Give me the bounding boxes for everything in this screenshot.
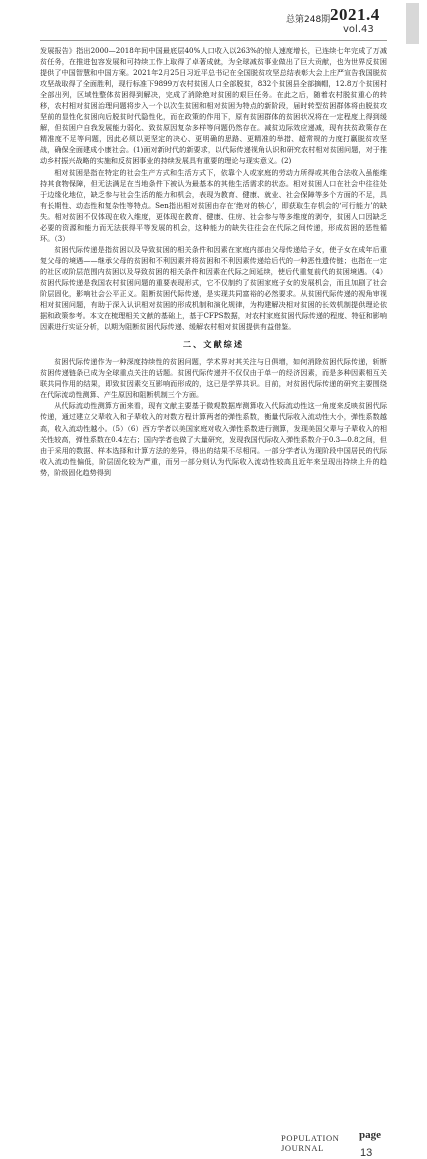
paragraph: 贫困代际传递作为一种深度持续性的贫困问题，学术界对其关注与日俱增，如何消除贫困代际传递，斩断贫困传递链条已成为全球重点关注的话题。贫困代际传递并不仅仅由于单一的经济因素，而是多种因素相互关联共同作用的结果，即致贫因素交互影响而形成的，这已是学界共识。目前，对贫困代际传递的研究主要围绕在代际流动性测算、产生原因和阻断机制三个方面。 xyxy=(40,357,387,400)
page-header xyxy=(0,0,427,42)
page-label: page xyxy=(359,1129,381,1141)
article-body xyxy=(40,45,387,478)
page-number: 13 xyxy=(360,1147,373,1159)
paragraph: 贫困代际传递是指贫困以及导致贫困的相关条件和因素在家庭内部由父母传递给子女，使子女在成年后重复父母的境遇——继承父母的贫困和不利因素并将贫困和不利因素传递给后代的一种恶性遗传链；也指在一定的社区或阶层范围内贫困以及导致贫困的相关条件和因素在代际之间延续，使后代重复前代的贫困境遇。（4）贫困代际传递是我国农村贫困问题的重要表现形式，它不仅制约了贫困家庭子女的发展机会，而且加剧了社会阶层固化，影响社会公平正义。阻断贫困代际传递，是实现共同富裕的必然要求。从贫困代际传递的视角审视相对贫困问题，有助于深入认识相对贫困的形成机制和演化规律，为构建解决相对贫困的长效机制提供理论依据和政策参考。本文在梳理相关文献的基础上，基于CFPS数据，对农村家庭贫困代际传递的程度、特征和影响因素进行实证分析，以期为阻断贫困代际传递、缓解农村相对贫困提供有益借鉴。 xyxy=(40,244,387,332)
paragraph: 相对贫困是指在特定的社会生产方式和生活方式下，依靠个人或家庭的劳动力所得或其他合法收入虽能维持其食物保障，但无法满足在当地条件下被认为最基本的其他生活需求的状态。相对贫困人口在社会中往往处于边缘化地位，缺乏参与社会生活的能力和机会，表现为教育、健康、就业、社会保障等多个方面的不足，具有长期性、动态性和复杂性等特点。Sen指出相对贫困由存在‘绝对的核心’，即获取生存机会的‘可行能力’的缺失。相对贫困不仅体现在收入维度，更体现在教育、健康、住房、社会参与等多维度的剥夺，贫困人口因缺乏必要的资源和能力而无法获得平等发展的机会，这种能力的缺失往往会在代际之间传递，形成贫困的恶性循环。（3） xyxy=(40,167,387,243)
issue-number: 总第248期 xyxy=(286,15,331,25)
journal-name-line1: POPULATION xyxy=(281,1133,340,1143)
paragraph: 发展报告》指出2000—2018年间中国最底层40%人口收入以263%的惊人速度增长，已连续七年完成了万减贫任务，在推进包容发展和可持续工作上取得了卓著成就，为全球减贫事业做出了巨大贡献，也为世界反贫困提供了中国智慧和中国方案。2021年2月25日习近平总书记在全国脱贫攻坚总结表彰大会上庄严宣告我国脱贫攻坚战取得了全面胜利，现行标准下9899万农村贫困人口全部脱贫，832个贫困县全部摘帽，12.8万个贫困村全部出列，区域性整体贫困得到解决，完成了消除绝对贫困的艰巨任务。在此之后，随着农村脱贫重心的转移，农村相对贫困治理问题将步入一个以次生贫困和相对贫困为特点的新阶段，届时转型贫困群体将由脱贫攻坚前的显性化贫困向后脱贫时代隐性化，而在政策的作用下，原有贫困群体的贫困状况将在一定程度上得到缓解，但贫困户自我发展能力弱化、致贫原因复杂多样等问题仍然存在。减贫边际效应递减，现有扶贫政策存在精准度不足等问题，因此必须以更坚定的决心、更明确的思路、更精准的举措、超常规的力度打赢脱贫攻坚战，确保全面建成小康社会。(1)面对新时代的新要求，以代际传递视角认识和研究农村相对贫困问题，对于推动乡村振兴战略的实施和反贫困事业的持续发展具有重要的理论与现实意义。(2) xyxy=(40,46,387,166)
volume-label: vol.43 xyxy=(343,24,374,35)
paragraph: 从代际流动性测算方面来看，现有文献主要基于微观数据库测算收入代际流动性这一角度来反映贫困代际传递，通过建立父辈收入和子辈收入的对数方程计算两者的弹性系数，衡量代际收入流动性大小，弹性系数越高，收入流动性越小。（5）（6）西方学者以美国家庭对收入弹性系数进行测算，发现美国父辈与子辈收入的相关性较高，弹性系数在0.4左右；国内学者也做了大量研究，发现我国代际收入弹性系数介于0.3—0.8之间，但由于采用的数据、样本选择和计算方法的差异，得出的结果不尽相同。一部分学者认为现阶段中国居民的代际收入流动性偏低，阶层固化较为严重，而另一部分则认为代际收入流动性较高且近年来呈现出持续上升的趋势，阶级固化趋势得到 xyxy=(40,401,387,477)
section-title: 二、文献综述 xyxy=(182,339,245,350)
journal-name-line2: JOURNAL xyxy=(281,1143,324,1153)
header-side-bar xyxy=(406,3,419,44)
journal-name xyxy=(281,1133,339,1153)
year-issue: 2021.4 xyxy=(330,5,380,24)
header-rule xyxy=(40,40,387,41)
page-footer xyxy=(0,564,427,1159)
